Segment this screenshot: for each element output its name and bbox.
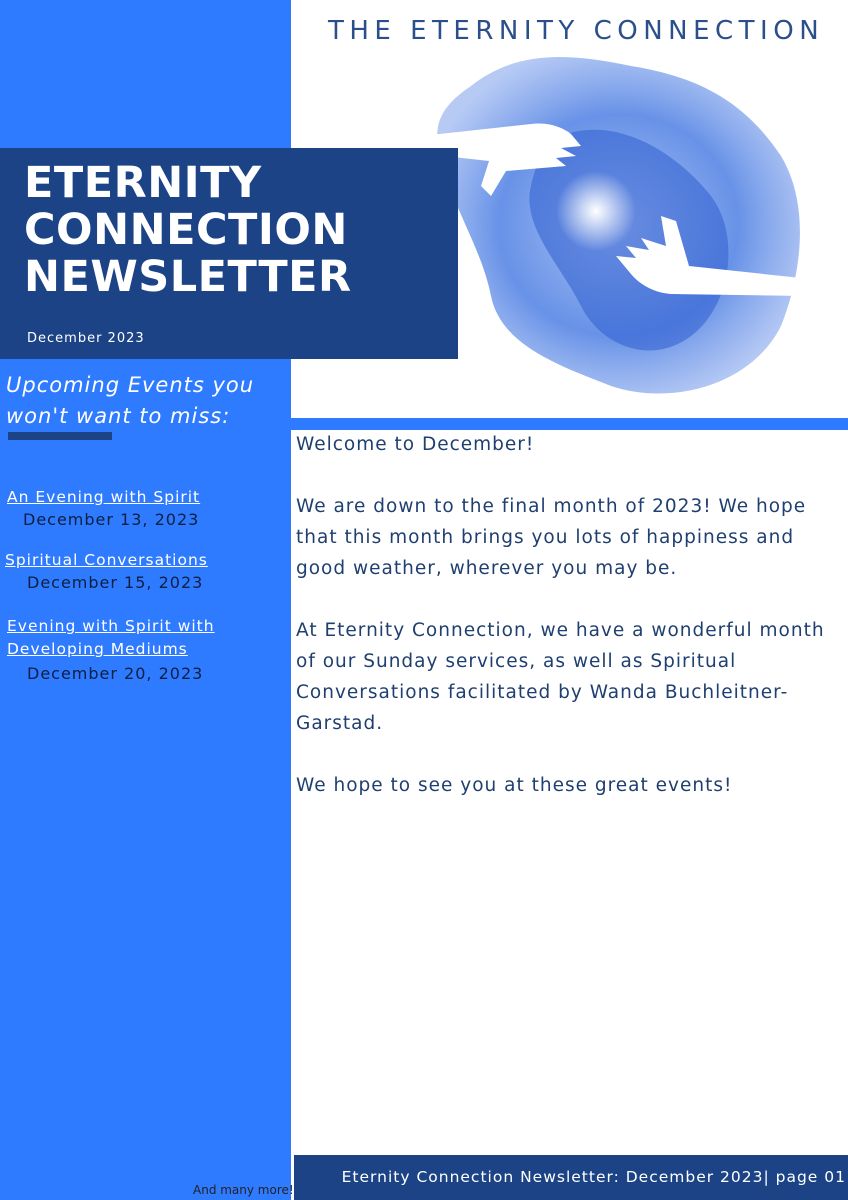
body-paragraph <box>296 615 848 739</box>
body-line: that this month brings you lots of happiness and <box>296 527 795 548</box>
title-line: NEWSLETTER <box>24 252 352 302</box>
title-banner <box>0 148 458 359</box>
title-line: ETERNITY <box>24 158 262 208</box>
body-line: good weather, wherever you may be. <box>296 558 678 579</box>
body-paragraph <box>296 491 848 584</box>
issue-date: December 2023 <box>27 331 145 346</box>
body-line: Conversations facilitated by Wanda Buchleitner- <box>296 682 789 703</box>
event-date: December 13, 2023 <box>23 510 200 529</box>
event-date: December 20, 2023 <box>27 664 204 683</box>
body-paragraph <box>296 770 848 801</box>
watercolor-hands-illustration <box>411 46 811 406</box>
upcoming-events-heading <box>6 370 286 432</box>
event-link-spiritual-conversations[interactable]: Spiritual Conversations <box>5 551 208 569</box>
body-line: At Eternity Connection, we have a wonderful month <box>296 620 825 641</box>
newsletter-body <box>296 429 848 832</box>
heading-line: Upcoming Events you <box>6 373 255 397</box>
body-line: Garstad. <box>296 713 384 734</box>
title-line: CONNECTION <box>24 205 348 255</box>
body-line: We are down to the final month of 2023! We hope <box>296 496 807 517</box>
brand-title: THE ETERNITY CONNECTION <box>328 16 825 46</box>
event-link-evening-with-spirit[interactable]: An Evening with Spirit <box>7 488 201 506</box>
heading-line: won't want to miss: <box>6 404 231 428</box>
and-many-more-note: And many more! <box>193 1183 294 1197</box>
page-footer <box>294 1155 848 1200</box>
body-line: of our Sunday services, as well as Spiritual <box>296 651 737 672</box>
body-line: We hope to see you at these great events! <box>296 775 733 796</box>
heading-underline-bar <box>8 432 112 440</box>
event-date: December 15, 2023 <box>27 573 204 592</box>
newsletter-title <box>24 160 352 301</box>
event-title-line: Evening with Spirit with <box>7 617 215 635</box>
welcome-heading: Welcome to December! <box>296 434 535 455</box>
event-title-line: Developing Mediums <box>7 640 188 658</box>
event-link-developing-mediums[interactable] <box>7 615 215 661</box>
footer-text: Eternity Connection Newsletter: December 2023| page 01 <box>341 1168 846 1186</box>
